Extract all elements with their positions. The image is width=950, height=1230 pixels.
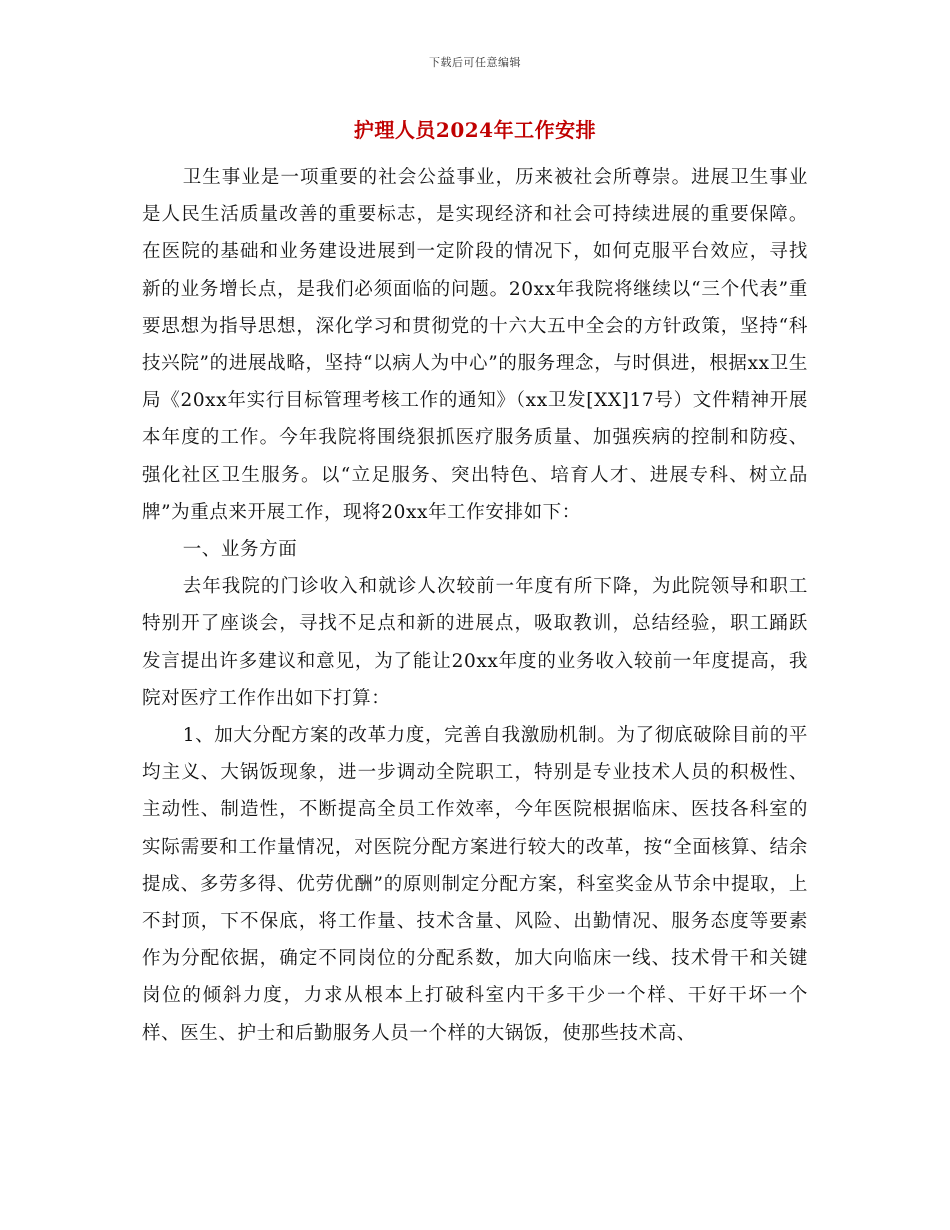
paragraph-item-1: 1、加大分配方案的改革力度，完善自我激励机制。为了彻底破除目前的平均主义、大锅饭现象，进一步调动全院职工，特别是专业技术人员的积极性、主动性、制造性，不断提高全员工作效率，今年医院根据临床、医技各科室的实际需要和工作量情况，对医院分配方案进行较大的改革，按“全面核算、结余提成、多劳多得、优劳优酬”的原则制定分配方案，科室奖金从节余中提取，上不封顶，下不保底，将工作量、技术含量、风险、出勤情况、服务态度等要素作为分配依据，确定不同岗位的分配系数，加大向临床一线、技术骨干和关键岗位的倾斜力度，力求从根本上打破科室内干多干少一个样、干好干坏一个样、医生、护士和后勤服务人员一个样的大锅饭，使那些技术高、	[142, 725, 808, 1044]
paragraph-business-review: 去年我院的门诊收入和就诊人次较前一年度有所下降，为此院领导和职工特别开了座谈会，寻找不足点和新的进展点，吸取教训，总结经验，职工踊跃发言提出许多建议和意见，为了能让20xx年度的业务收入较前一年度提高，我院对医疗工作作出如下打算：	[142, 576, 808, 709]
document-body	[142, 159, 808, 1052]
page-header-note: 下载后可任意编辑	[429, 56, 521, 69]
document-title: 护理人员2024年工作安排	[353, 118, 597, 142]
section-heading-business: 一、业务方面	[182, 539, 298, 561]
paragraph-intro: 卫生事业是一项重要的社会公益事业，历来被社会所尊崇。进展卫生事业是人民生活质量改善的重要标志，是实现经济和社会可持续进展的重要保障。在医院的基础和业务建设进展到一定阶段的情况下，如何克服平台效应，寻找新的业务增长点，是我们必须面临的问题。20xx年我院将继续以“三个代表”重要思想为指导思想，深化学习和贯彻党的十六大五中全会的方针政策，坚持“科技兴院”的进展战略，坚持“以病人为中心”的服务理念，与时俱进，根据xx卫生局《20xx年实行目标管理考核工作的通知》（xx卫发[XX]17号）文件精神开展本年度的工作。今年我院将围绕狠抓医疗服务质量、加强疾病的控制和防疫、强化社区卫生服务。以“立足服务、突出特色、培育人才、进展专科、树立品牌”为重点来开展工作，现将20xx年工作安排如下：	[142, 167, 808, 523]
